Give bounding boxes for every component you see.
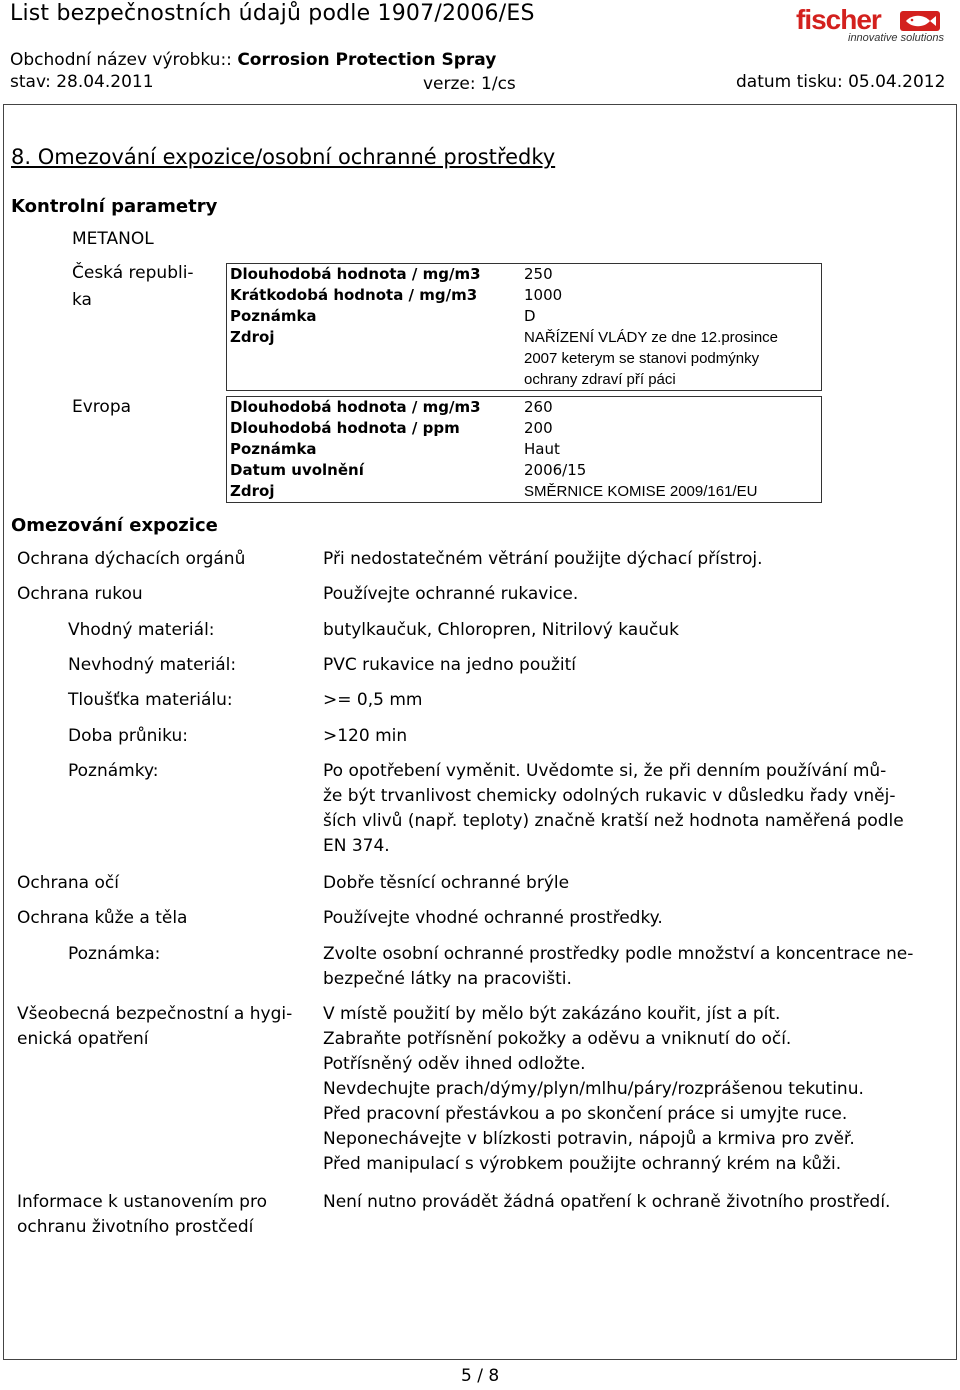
hygiene-line: V místě použití by mělo být zakázáno kouřit, jíst a pít.	[323, 1004, 781, 1024]
table-row	[227, 439, 821, 460]
param-value: Haut	[524, 440, 560, 458]
breakthrough-value: >120 min	[323, 726, 408, 746]
skin-note-line: Zvolte osobní ochranné prostředky podle množství a koncentrace ne-	[323, 944, 914, 964]
param-key: Dlouhodobá hodnota / mg/m3	[230, 398, 481, 416]
thickness-value: >= 0,5 mm	[323, 690, 423, 710]
param-key: Zdroj	[230, 328, 275, 346]
table-row	[227, 418, 821, 439]
page-number: 5 / 8	[461, 1366, 500, 1386]
param-value: 2006/15	[524, 461, 587, 479]
suitable-material-label: Vhodný materiál:	[68, 620, 215, 640]
suitable-material-value: butylkaučuk, Chloropren, Nitrilový kaučuk	[323, 620, 679, 640]
substance-name: METANOL	[72, 229, 154, 249]
notes-line: ších vlivů (např. teploty) značně kratší než hodnota naměřená podle	[323, 811, 904, 831]
control-parameters-title: Kontrolní parametry	[11, 196, 218, 217]
unsuitable-material-value: PVC rukavice na jedno použití	[323, 655, 577, 675]
skin-note-label: Poznámka:	[68, 944, 161, 964]
limits-table-czech	[226, 263, 822, 391]
hygiene-line: Nevdechujte prach/dýmy/plyn/mlhu/páry/rozprášenou tekutinu.	[323, 1079, 864, 1099]
notes-line: že být trvanlivost chemicky odolných rukavic v důsledku řady vněj-	[323, 786, 896, 806]
fischer-logo	[796, 4, 946, 46]
skin-protection-value: Používejte vhodné ochranné prostředky.	[323, 908, 663, 928]
fischer-fish-icon	[900, 11, 940, 31]
skin-note-value	[323, 942, 933, 992]
param-value	[524, 327, 821, 390]
hygiene-line: Potřísněný oděv ihned odložte.	[323, 1054, 586, 1074]
product-label: Obchodní název výrobku::	[10, 50, 232, 70]
respiratory-label: Ochrana dýchacích orgánů	[17, 549, 246, 569]
region-name-line: Česká republi-	[72, 263, 194, 283]
table-row	[227, 397, 821, 418]
notes-line: EN 374.	[323, 836, 390, 856]
region-name-line: ka	[72, 290, 92, 310]
param-key: Zdroj	[230, 482, 275, 500]
skin-protection-label: Ochrana kůže a těla	[17, 908, 188, 928]
param-value: 250	[524, 265, 553, 283]
unsuitable-material-label: Nevhodný materiál:	[68, 655, 237, 675]
hygiene-line: Neponechávejte v blízkosti potravin, nápojů a krmiva pro zvěř.	[323, 1129, 855, 1149]
logo-wordmark: fischer	[796, 4, 881, 35]
region-europe	[72, 394, 131, 421]
source-line: 2007 keterym se stanovi podmýnky	[524, 350, 760, 367]
param-value: 1000	[524, 286, 563, 304]
param-key: Poznámka	[230, 307, 317, 325]
hand-protection-value: Používejte ochranné rukavice.	[323, 584, 579, 604]
environment-label-line: ochranu životního prostčedí	[17, 1217, 254, 1237]
param-key: Krátkodobá hodnota / mg/m3	[230, 286, 478, 304]
notes-value	[323, 759, 933, 859]
hygiene-line: Před pracovní přestávkou a po skončení práce si umyjte ruce.	[323, 1104, 848, 1124]
table-row	[227, 327, 821, 390]
hand-protection-label: Ochrana rukou	[17, 584, 143, 604]
hygiene-label-line: enická opatření	[17, 1029, 149, 1049]
product-name: Corrosion Protection Spray	[237, 50, 497, 70]
exposure-controls-title: Omezování expozice	[11, 515, 218, 536]
hygiene-label-line: Všeobecná bezpečnostní a hygi-	[17, 1004, 293, 1024]
eye-protection-value: Dobře těsnící ochranné brýle	[323, 873, 570, 893]
hygiene-value	[323, 1002, 933, 1177]
hygiene-line: Zabraňte potřísnění pokožky a oděvu a vniknutí do očí.	[323, 1029, 792, 1049]
param-value: D	[524, 307, 536, 325]
print-date: datum tisku: 05.04.2012	[736, 72, 946, 92]
environment-label	[17, 1190, 267, 1240]
hygiene-line: Před manipulací s výrobkem použijte ochranný krém na kůži.	[323, 1154, 842, 1174]
table-row	[227, 264, 821, 285]
param-value: SMĚRNICE KOMISE 2009/161/EU	[524, 483, 758, 500]
notes-label: Poznámky:	[68, 761, 159, 781]
param-value: 200	[524, 419, 553, 437]
environment-label-line: Informace k ustanovením pro	[17, 1192, 267, 1212]
region-czech	[72, 260, 194, 314]
table-row	[227, 306, 821, 327]
param-key: Dlouhodobá hodnota / ppm	[230, 419, 460, 437]
region-name-line: Evropa	[72, 397, 132, 417]
respiratory-value: Při nedostatečném větrání použijte dýchací přístroj.	[323, 549, 763, 569]
source-line: ochrany zdraví pří páci	[524, 371, 676, 388]
product-line	[10, 50, 496, 70]
table-row	[227, 481, 821, 502]
source-line: NAŘÍZENÍ VLÁDY ze dne 12.prosince	[524, 329, 779, 346]
param-key: Poznámka	[230, 440, 317, 458]
environment-value: Není nutno provádět žádná opatření k ochraně životního prostředí.	[323, 1192, 891, 1212]
logo-tagline: innovative solutions	[848, 32, 945, 44]
document-title: List bezpečnostních údajů podle 1907/2006/ES	[10, 1, 535, 26]
status-date: stav: 28.04.2011	[10, 72, 154, 92]
skin-note-line: bezpečné látky na pracovišti.	[323, 969, 572, 989]
param-key: Datum uvolnění	[230, 461, 364, 479]
limits-table-europe	[226, 396, 822, 503]
table-row	[227, 285, 821, 306]
section-title: 8. Omezování expozice/osobní ochranné prostředky	[11, 145, 556, 169]
version: verze: 1/cs	[423, 74, 516, 94]
eye-protection-label: Ochrana očí	[17, 873, 119, 893]
notes-line: Po opotřebení vyměnit. Uvědomte si, že při denním používání mů-	[323, 761, 887, 781]
hygiene-label	[17, 1002, 292, 1052]
param-value: 260	[524, 398, 553, 416]
param-key: Dlouhodobá hodnota / mg/m3	[230, 265, 481, 283]
table-row	[227, 460, 821, 481]
breakthrough-label: Doba průniku:	[68, 726, 188, 746]
thickness-label: Tloušťka materiálu:	[68, 690, 233, 710]
